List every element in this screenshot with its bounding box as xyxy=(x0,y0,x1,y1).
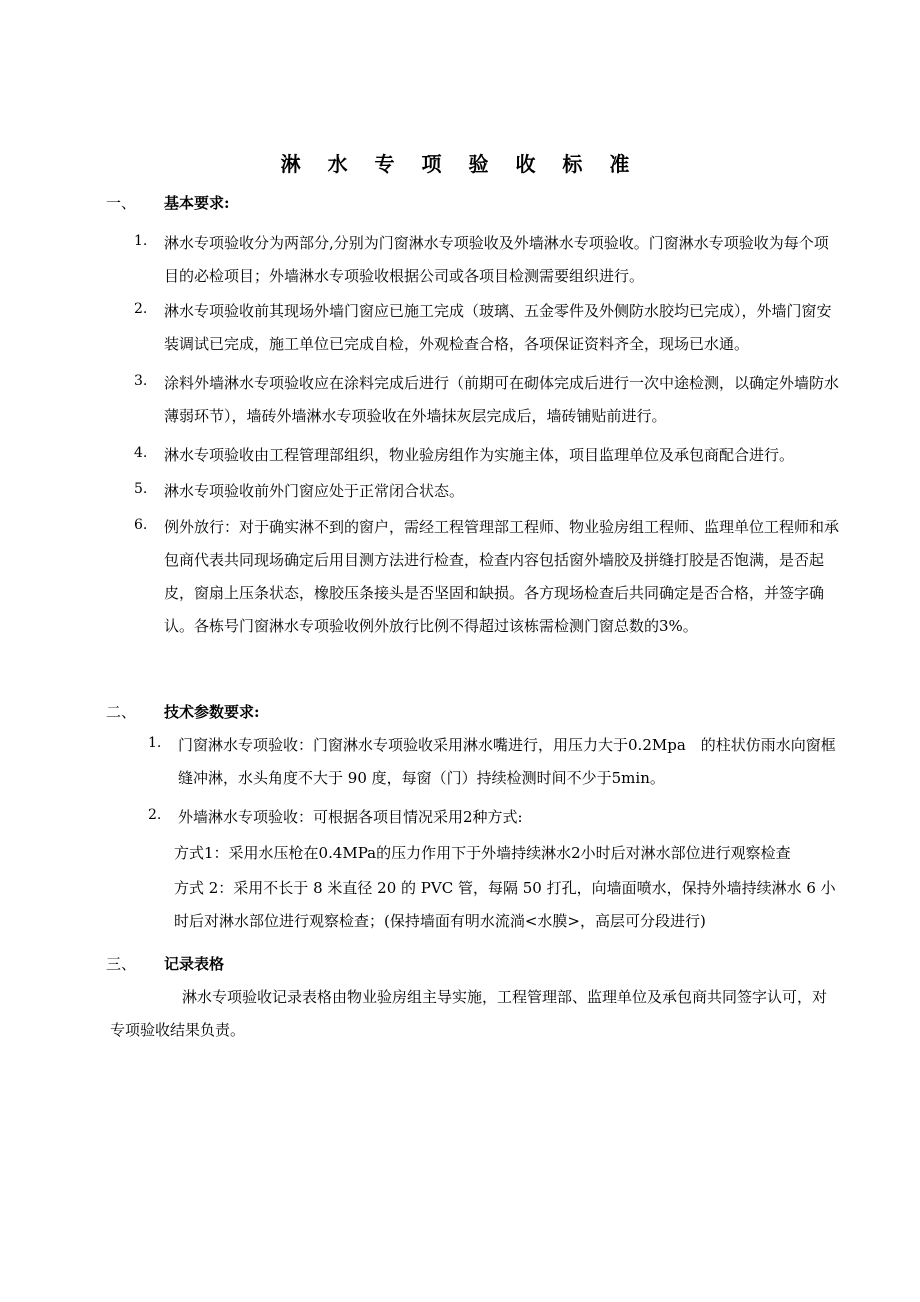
section-title: 技术参数要求: xyxy=(164,703,260,721)
item-number: 1. xyxy=(148,735,162,751)
item-text: 淋水专项验收分为两部分,分别为门窗淋水专项验收及外墙淋水专项验收。门窗淋水专项验收为每个项目的必检项目；外墙淋水专项验收根据公司或各项目检测需要组织进行。 xyxy=(164,234,829,285)
page-title: 淋 水 专 项 验 收 标 准 xyxy=(280,152,640,176)
item-text: 淋水专项验收前其现场外墙门窗应已施工完成（玻璃、五金零件及外侧防水胶均已完成），外墙门窗安装调试已完成，施工单位已完成自检，外观检查合格，各项保证资料齐全，现场已水通。 xyxy=(164,302,832,353)
records-paragraph: 淋水专项验收记录表格由物业验房组主导实施，工程管理部、监理单位及承包商共同签字认可，对专项验收结果负责。 xyxy=(110,988,828,1039)
section-heading-technical xyxy=(106,701,260,722)
method-1-text: 方式1：采用水压枪在0.4MPa的压力作用下于外墙持续淋水2小时后对淋水部位进行观察检查 xyxy=(174,844,791,862)
item-text: 门窗淋水专项验收：门窗淋水专项验收采用淋水嘴进行，用压力大于0.2Mpa 的柱状仿雨水向窗框缝冲淋，水头角度不大于 90 度，每窗（门）持续检测时间不少于5min。 xyxy=(178,736,836,787)
item-number: 3. xyxy=(134,373,148,389)
item-number: 2. xyxy=(134,301,148,317)
item-text: 淋水专项验收由工程管理部组织，物业验房组作为实施主体，项目监理单位及承包商配合进行。 xyxy=(164,446,795,464)
section-number: 一、 xyxy=(106,194,137,212)
item-text: 外墙淋水专项验收：可根据各项目情况采用2种方式: xyxy=(178,808,523,826)
item-number: 2. xyxy=(148,807,162,823)
item-number: 1. xyxy=(134,233,148,249)
item-number: 4. xyxy=(134,445,148,461)
section-title: 记录表格 xyxy=(164,955,225,973)
item-number: 5. xyxy=(134,481,148,497)
section-number: 二、 xyxy=(106,703,137,721)
item-text: 淋水专项验收前外门窗应处于正常闭合状态。 xyxy=(164,482,465,500)
section-title: 基本要求: xyxy=(164,194,230,212)
item-number: 6. xyxy=(134,517,148,533)
section-heading-basic xyxy=(106,192,230,213)
section-number: 三、 xyxy=(106,955,137,973)
item-text: 例外放行：对于确实淋不到的窗户，需经工程管理部工程师、物业验房组工程师、监理单位工程师和承包商代表共同现场确定后用目测方法进行检查，检查内容包括窗外墙胶及拼缝打胶是否饱满，是否起皮，窗扇上压条状态，橡胶压条接头是否坚固和缺损。各方现场检查后共同确定是否合格，并签字确认。各栋号门窗淋水专项验收例外放行比例不得超过该栋需检测门窗总数的3%。 xyxy=(164,518,840,635)
method-2-text: 方式 2：采用不长于 8 米直径 20 的 PVC 管，每隔 50 打孔，向墙面喷水，保持外墙持续淋水 6 小时后对淋水部位进行观察检查；(保持墙面有明水流淌<水膜>，高层可分段进行) xyxy=(174,879,836,930)
section-heading-records xyxy=(106,953,224,974)
item-text: 涂料外墙淋水专项验收应在涂料完成后进行（前期可在砌体完成后进行一次中途检测，以确定外墙防水薄弱环节），墙砖外墙淋水专项验收在外墙抹灰层完成后，墙砖铺贴前进行。 xyxy=(164,374,840,425)
